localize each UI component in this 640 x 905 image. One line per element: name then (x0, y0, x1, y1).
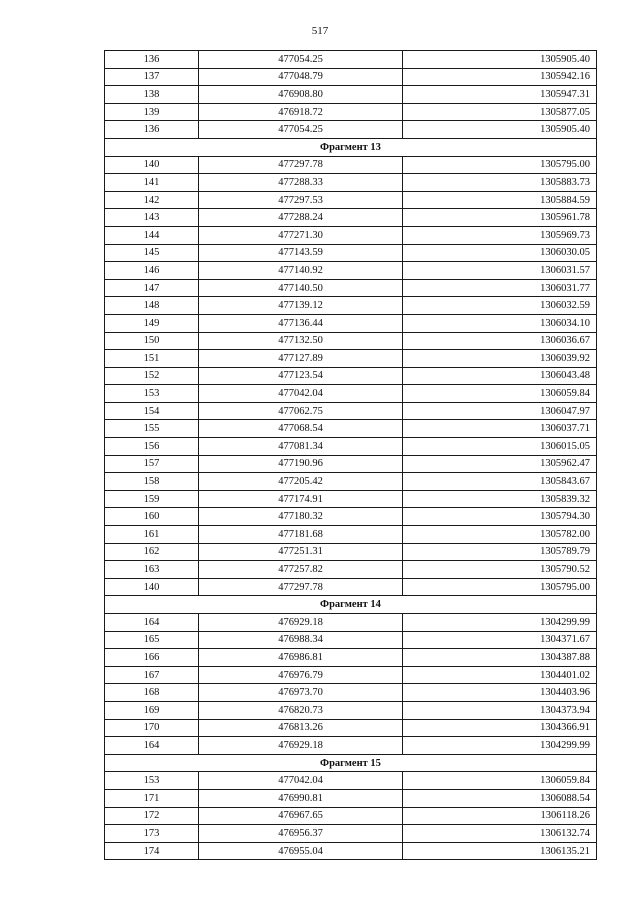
x-coordinate-cell: 477181.68 (199, 526, 403, 544)
point-number-cell: 174 (105, 842, 199, 860)
table-row (105, 578, 597, 596)
y-coordinate-cell: 1305839.32 (403, 490, 597, 508)
table-row (105, 772, 597, 790)
point-number-cell: 155 (105, 420, 199, 438)
y-coordinate-cell: 1304401.02 (403, 666, 597, 684)
point-number-cell: 164 (105, 614, 199, 632)
y-coordinate-cell: 1304373.94 (403, 701, 597, 719)
point-number-cell: 141 (105, 174, 199, 192)
fragment-title: Фрагмент 14 (105, 596, 597, 614)
x-coordinate-cell: 477288.33 (199, 174, 403, 192)
x-coordinate-cell: 477190.96 (199, 455, 403, 473)
fragment-title: Фрагмент 15 (105, 754, 597, 772)
x-coordinate-cell: 476976.79 (199, 666, 403, 684)
x-coordinate-cell: 477048.79 (199, 68, 403, 86)
table-row (105, 367, 597, 385)
y-coordinate-cell: 1306043.48 (403, 367, 597, 385)
point-number-cell: 158 (105, 473, 199, 491)
point-number-cell: 156 (105, 438, 199, 456)
table-row (105, 614, 597, 632)
x-coordinate-cell: 477136.44 (199, 314, 403, 332)
y-coordinate-cell: 1306132.74 (403, 825, 597, 843)
x-coordinate-cell: 477271.30 (199, 226, 403, 244)
x-coordinate-cell: 477297.78 (199, 156, 403, 174)
point-number-cell: 153 (105, 385, 199, 403)
table-row (105, 789, 597, 807)
fragment-header-row (105, 596, 597, 614)
point-number-cell: 170 (105, 719, 199, 737)
table-row (105, 631, 597, 649)
y-coordinate-cell: 1306030.05 (403, 244, 597, 262)
y-coordinate-cell: 1305884.59 (403, 191, 597, 209)
point-number-cell: 171 (105, 789, 199, 807)
point-number-cell: 140 (105, 578, 199, 596)
x-coordinate-cell: 477068.54 (199, 420, 403, 438)
x-coordinate-cell: 477042.04 (199, 385, 403, 403)
table-row (105, 543, 597, 561)
point-number-cell: 172 (105, 807, 199, 825)
y-coordinate-cell: 1305962.47 (403, 455, 597, 473)
x-coordinate-cell: 477140.92 (199, 262, 403, 280)
table-row (105, 526, 597, 544)
x-coordinate-cell: 476929.18 (199, 614, 403, 632)
y-coordinate-cell: 1306037.71 (403, 420, 597, 438)
table-row (105, 68, 597, 86)
point-number-cell: 162 (105, 543, 199, 561)
table-row (105, 86, 597, 104)
page-number: 517 (311, 25, 329, 37)
table-row (105, 350, 597, 368)
table-row (105, 262, 597, 280)
point-number-cell: 146 (105, 262, 199, 280)
fragment-header-row (105, 754, 597, 772)
table-row (105, 297, 597, 315)
point-number-cell: 160 (105, 508, 199, 526)
point-number-cell: 144 (105, 226, 199, 244)
table-row (105, 438, 597, 456)
y-coordinate-cell: 1305782.00 (403, 526, 597, 544)
x-coordinate-cell: 476973.70 (199, 684, 403, 702)
point-number-cell: 164 (105, 737, 199, 755)
x-coordinate-cell: 477257.82 (199, 561, 403, 579)
fragment-title: Фрагмент 13 (105, 138, 597, 156)
table-row (105, 156, 597, 174)
x-coordinate-cell: 477174.91 (199, 490, 403, 508)
table-row (105, 103, 597, 121)
x-coordinate-cell: 477180.32 (199, 508, 403, 526)
table-row (105, 244, 597, 262)
point-number-cell: 163 (105, 561, 199, 579)
y-coordinate-cell: 1305795.00 (403, 578, 597, 596)
point-number-cell: 138 (105, 86, 199, 104)
y-coordinate-cell: 1306135.21 (403, 842, 597, 860)
point-number-cell: 165 (105, 631, 199, 649)
y-coordinate-cell: 1305942.16 (403, 68, 597, 86)
y-coordinate-cell: 1305947.31 (403, 86, 597, 104)
y-coordinate-cell: 1306118.26 (403, 807, 597, 825)
table-row (105, 314, 597, 332)
table-row (105, 701, 597, 719)
x-coordinate-cell: 477042.04 (199, 772, 403, 790)
table-row (105, 490, 597, 508)
y-coordinate-cell: 1306036.67 (403, 332, 597, 350)
point-number-cell: 157 (105, 455, 199, 473)
table-row (105, 174, 597, 192)
point-number-cell: 166 (105, 649, 199, 667)
x-coordinate-cell: 477205.42 (199, 473, 403, 491)
table-row (105, 420, 597, 438)
x-coordinate-cell: 477143.59 (199, 244, 403, 262)
x-coordinate-cell: 477054.25 (199, 121, 403, 139)
x-coordinate-cell: 477062.75 (199, 402, 403, 420)
x-coordinate-cell: 476918.72 (199, 103, 403, 121)
x-coordinate-cell: 476988.34 (199, 631, 403, 649)
y-coordinate-cell: 1304387.88 (403, 649, 597, 667)
y-coordinate-cell: 1306088.54 (403, 789, 597, 807)
x-coordinate-cell: 476990.81 (199, 789, 403, 807)
point-number-cell: 137 (105, 68, 199, 86)
y-coordinate-cell: 1305794.30 (403, 508, 597, 526)
table-row (105, 649, 597, 667)
table-row (105, 455, 597, 473)
coordinates-table (104, 50, 597, 860)
point-number-cell: 173 (105, 825, 199, 843)
x-coordinate-cell: 476908.80 (199, 86, 403, 104)
x-coordinate-cell: 477054.25 (199, 51, 403, 69)
x-coordinate-cell: 477127.89 (199, 350, 403, 368)
table-row (105, 508, 597, 526)
y-coordinate-cell: 1305789.79 (403, 543, 597, 561)
y-coordinate-cell: 1304299.99 (403, 614, 597, 632)
table-row (105, 561, 597, 579)
x-coordinate-cell: 477140.50 (199, 279, 403, 297)
point-number-cell: 136 (105, 51, 199, 69)
y-coordinate-cell: 1304366.91 (403, 719, 597, 737)
table-row (105, 51, 597, 69)
point-number-cell: 151 (105, 350, 199, 368)
table-row (105, 737, 597, 755)
table-row (105, 332, 597, 350)
point-number-cell: 150 (105, 332, 199, 350)
y-coordinate-cell: 1305877.05 (403, 103, 597, 121)
fragment-header-row (105, 138, 597, 156)
point-number-cell: 154 (105, 402, 199, 420)
table-row (105, 279, 597, 297)
x-coordinate-cell: 477288.24 (199, 209, 403, 227)
y-coordinate-cell: 1306031.77 (403, 279, 597, 297)
point-number-cell: 139 (105, 103, 199, 121)
y-coordinate-cell: 1305961.78 (403, 209, 597, 227)
table-row (105, 666, 597, 684)
x-coordinate-cell: 476986.81 (199, 649, 403, 667)
point-number-cell: 168 (105, 684, 199, 702)
table-row (105, 209, 597, 227)
table-row (105, 684, 597, 702)
table-row (105, 402, 597, 420)
table-row (105, 719, 597, 737)
y-coordinate-cell: 1304371.67 (403, 631, 597, 649)
x-coordinate-cell: 476956.37 (199, 825, 403, 843)
x-coordinate-cell: 477132.50 (199, 332, 403, 350)
table-row (105, 825, 597, 843)
point-number-cell: 149 (105, 314, 199, 332)
y-coordinate-cell: 1304403.96 (403, 684, 597, 702)
y-coordinate-cell: 1305790.52 (403, 561, 597, 579)
point-number-cell: 169 (105, 701, 199, 719)
table-row (105, 842, 597, 860)
x-coordinate-cell: 477139.12 (199, 297, 403, 315)
table-row (105, 226, 597, 244)
x-coordinate-cell: 476967.65 (199, 807, 403, 825)
point-number-cell: 140 (105, 156, 199, 174)
table-row (105, 807, 597, 825)
coordinates-table-body (105, 51, 597, 860)
point-number-cell: 136 (105, 121, 199, 139)
y-coordinate-cell: 1305905.40 (403, 51, 597, 69)
y-coordinate-cell: 1306034.10 (403, 314, 597, 332)
point-number-cell: 152 (105, 367, 199, 385)
y-coordinate-cell: 1306059.84 (403, 772, 597, 790)
x-coordinate-cell: 476820.73 (199, 701, 403, 719)
y-coordinate-cell: 1304299.99 (403, 737, 597, 755)
table-row (105, 121, 597, 139)
point-number-cell: 142 (105, 191, 199, 209)
point-number-cell: 161 (105, 526, 199, 544)
table-row (105, 385, 597, 403)
y-coordinate-cell: 1306059.84 (403, 385, 597, 403)
y-coordinate-cell: 1306031.57 (403, 262, 597, 280)
y-coordinate-cell: 1305905.40 (403, 121, 597, 139)
point-number-cell: 147 (105, 279, 199, 297)
table-row (105, 473, 597, 491)
point-number-cell: 167 (105, 666, 199, 684)
y-coordinate-cell: 1305795.00 (403, 156, 597, 174)
y-coordinate-cell: 1306032.59 (403, 297, 597, 315)
point-number-cell: 153 (105, 772, 199, 790)
point-number-cell: 143 (105, 209, 199, 227)
x-coordinate-cell: 476813.26 (199, 719, 403, 737)
y-coordinate-cell: 1306039.92 (403, 350, 597, 368)
x-coordinate-cell: 476955.04 (199, 842, 403, 860)
x-coordinate-cell: 477251.31 (199, 543, 403, 561)
y-coordinate-cell: 1305969.73 (403, 226, 597, 244)
y-coordinate-cell: 1306015.05 (403, 438, 597, 456)
y-coordinate-cell: 1306047.97 (403, 402, 597, 420)
table-row (105, 191, 597, 209)
x-coordinate-cell: 477123.54 (199, 367, 403, 385)
x-coordinate-cell: 476929.18 (199, 737, 403, 755)
x-coordinate-cell: 477297.53 (199, 191, 403, 209)
y-coordinate-cell: 1305883.73 (403, 174, 597, 192)
x-coordinate-cell: 477297.78 (199, 578, 403, 596)
point-number-cell: 145 (105, 244, 199, 262)
point-number-cell: 148 (105, 297, 199, 315)
point-number-cell: 159 (105, 490, 199, 508)
y-coordinate-cell: 1305843.67 (403, 473, 597, 491)
x-coordinate-cell: 477081.34 (199, 438, 403, 456)
